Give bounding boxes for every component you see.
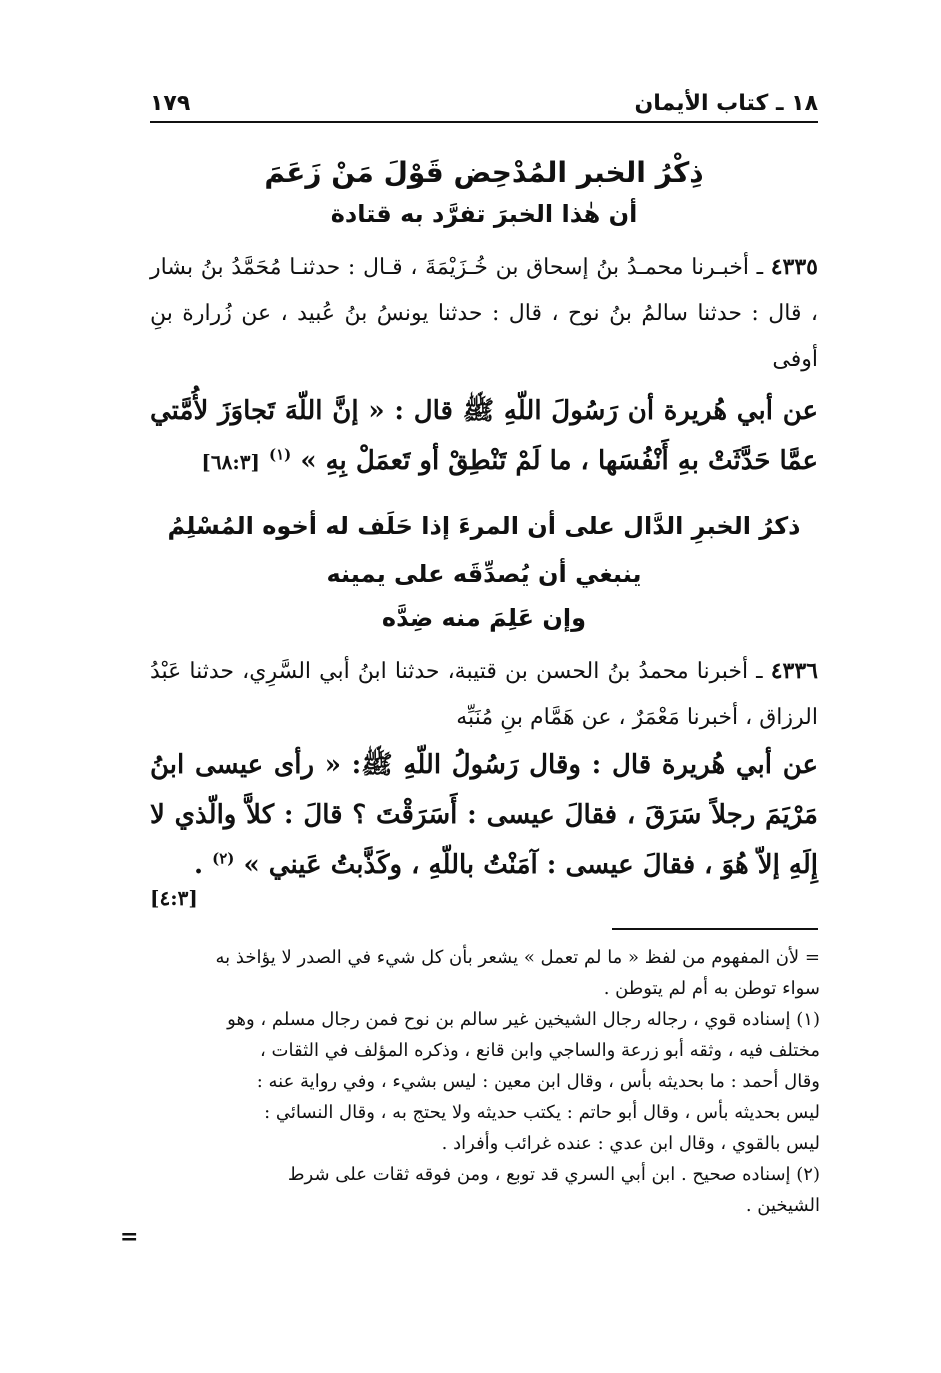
hadith2-number: ٤٣٣٦	[770, 658, 818, 684]
hadith1-reference: [٦٨:٣]	[201, 450, 260, 474]
hadith2-matn-text: عن أبي هُريرة قال : وقال رَسُولُ اللّهِ ﷺ: « رأى عيسى ابنُ مَرْيَمَ رجلاً سَرَقَ ، فقالَ عيسى : أَسَرَقْتَ ؟ قالَ : كلاَّ والّذي لا إِلَهِ إلاّ هُوَ ، فقالَ عيسى : آمَنْتُ باللّهِ ، وكَذَّبتُ عَيني »	[150, 750, 818, 880]
footnote-line: ليس بالقوي ، وقال ابن عدي : عنده غرائب وأفراد .	[441, 1133, 820, 1154]
running-title: ١٨ ـ كتاب الأيمان	[634, 91, 818, 116]
footnote-line: سواء توطن به أم لم يتوطن .	[603, 978, 820, 999]
hadith1-matn-text: عن أبي هُريرة أن رَسُولَ اللّهِ ﷺ قال : « إنَّ اللّهَ تَجاوَزَ لأُمَّتي عمَّا حَدَّثَتْ بهِ أَنْفُسَها ، ما لَمْ تَنْطِقْ أو تَعمَلْ بِهِ »	[150, 396, 818, 476]
hadith2-isnad-text: ـ أخبرنا محمدُ بنُ الحسن بن قتيبة، حدثنا ابنُ أبي السَّرِي، حدثنا عَبْدُ الرزاق ، أخبرنا مَعْمَرٌ ، عن هَمَّام بنِ مُنَبِّه	[150, 659, 818, 730]
page-number: ١٧٩	[150, 91, 191, 116]
hadith1-matn	[150, 386, 818, 487]
footnote-line: ليس بحديثه بأس ، وقال أبو حاتم : يكتب حديثه ولا يحتج به ، وقال النسائي :	[264, 1102, 820, 1123]
hadith2-matn	[150, 740, 818, 890]
footnote-1	[140, 1004, 820, 1159]
footnote-line: = لأن المفهوم من لفظ « ما لم تعمل » يشعر بأن كل شيء في الصدر لا يؤاخذ به	[215, 947, 820, 968]
section2-heading-line3: وإن عَلِمَ منه ضِدَّه	[381, 604, 587, 632]
hadith2-footnote-marker: (٢)	[212, 849, 235, 868]
section2-heading-line1: ذكرُ الخبرِ الدَّال على أن المرءَ إذا حَلَف له أخوه المُسْلِمُ	[167, 512, 801, 540]
hadith1-isnad-text: ـ أخبـرنا محمـدُ بنُ إسحاق بن خُـزَيْمَةَ ، قـال : حدثنـا مُحَمَّدُ بنُ بشار ، قال : حدثنا سالمُ بنُ نوح ، قال : حدثنا يونسُ بنُ عُبيد ، عن زُرارة بنِ أوفى	[150, 255, 818, 372]
hadith2-end-dot: .	[194, 850, 204, 880]
footnote-line: الشيخين .	[745, 1195, 820, 1216]
footnote-line: (١) إسناده قوي ، رجاله رجال الشيخين غير سالم بن نوح فمن رجال مسلم ، وهو	[227, 1009, 820, 1030]
hadith1-isnad	[150, 244, 818, 383]
hadith2-isnad	[150, 648, 818, 741]
header-rule	[150, 121, 818, 123]
footnote-continuation-mark: =	[120, 1224, 139, 1250]
footnote-line: مختلف فيه ، وثقه أبو زرعة والساجي وابن قانع ، وذكره المؤلف في الثقات ،	[260, 1040, 820, 1061]
footnote-continuation	[140, 942, 820, 1004]
page-header	[150, 82, 818, 116]
footnote-line: (٢) إسناده صحيح . ابن أبي السري قد توبع ، ومن فوقه ثقات على شرط	[287, 1164, 820, 1185]
section1-heading-line1: ذِكْرُ الخبر المُدْحِض قَوْلَ مَنْ زَعَمَ	[264, 156, 704, 189]
section2-heading-line2: ينبغي أن يُصدِّقَه على يمينه	[326, 560, 642, 588]
hadith1-footnote-marker: (١)	[268, 445, 292, 464]
hadith1-number: ٤٣٣٥	[770, 254, 818, 280]
hadith2-reference: [٤:٣]	[150, 886, 198, 910]
footnote-2	[140, 1159, 820, 1221]
footnote-rule	[612, 928, 818, 930]
footnotes	[140, 942, 820, 1221]
section1-heading-line2: أن هٰذا الخبرَ تفرَّد به قتادة	[330, 200, 638, 228]
footnote-line: وقال أحمد : ما بحديثه بأس ، وقال ابن معين : ليس بشيء ، وفي رواية عنه :	[256, 1071, 820, 1092]
